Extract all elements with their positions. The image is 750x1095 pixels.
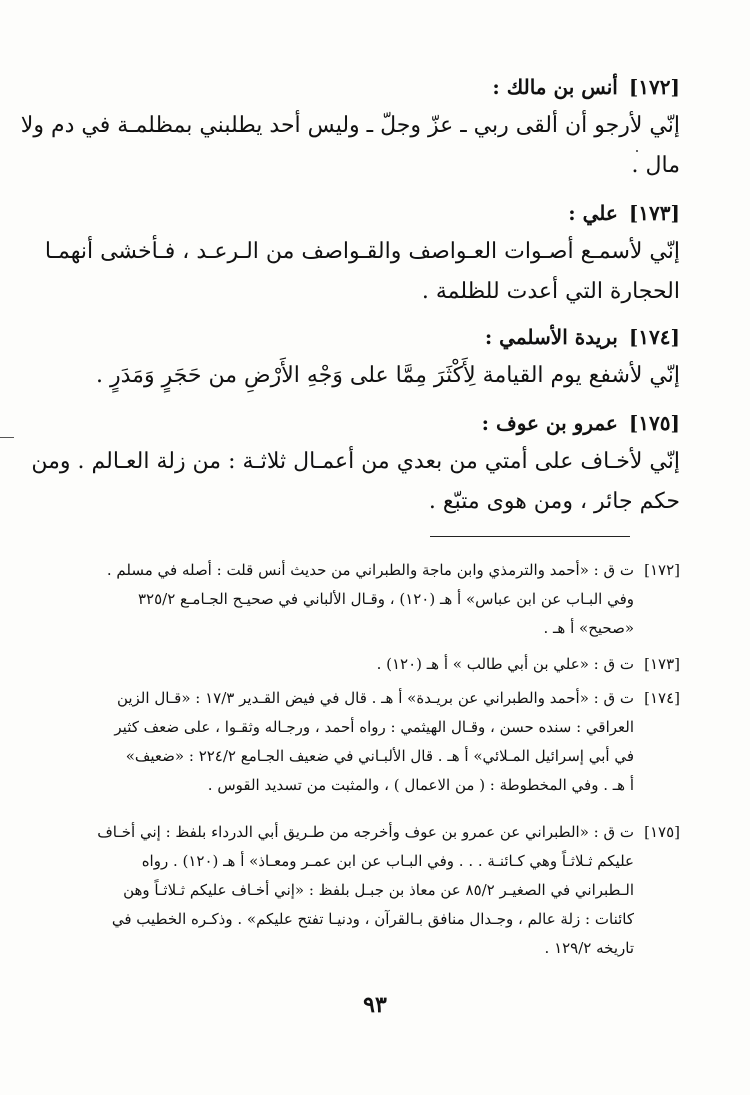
footnote-number: [١٧٢]: [644, 561, 680, 579]
entry-173: [44, 198, 680, 312]
entry-175: [31, 408, 680, 522]
footnote-173: [68, 650, 680, 679]
footnote-line: ت ق : «الطبراني عن عمرو بن عوف وأخرجه من طـريق أبي الدرداء بلفظ : إني أخـاف: [97, 823, 634, 841]
footnote-174: [68, 684, 680, 800]
entry-line: إنّي لأخـاف على أمتي من بعدي من أعمـال ثلاثـة : من زلة العـالم . ومن: [31, 449, 680, 474]
footnote-number: [١٧٤]: [644, 689, 680, 707]
footnote-line: في أبي إسرائيل المـلائي» أ هـ . قال الألبـاني في ضعيف الجـامع ٢٢٤/٢ : «ضعيف»: [125, 747, 634, 765]
footnote-text: [68, 818, 634, 963]
entry-172: [20, 72, 680, 186]
entry-text: [31, 442, 680, 522]
footnote-line: «صحيح» أ هـ .: [543, 619, 634, 637]
entry-heading: [105, 198, 680, 228]
footnote-line: تاريخه ١٢٩/٢ .: [544, 939, 634, 957]
footnote-line: ت ق : «علي بن أبي طالب » أ هـ (١٢٠) .: [376, 655, 634, 673]
entry-174: [96, 322, 680, 396]
entry-number: [١٧٤]: [628, 325, 680, 349]
footnote-172: [68, 556, 680, 643]
entry-narrator: أنس بن مالك :: [492, 75, 618, 99]
entry-line: مال .: [631, 153, 680, 178]
footnote-line: ت ق : «أحمد والطبراني عن بريـدة» أ هـ . قال في فيض القـدير ١٧/٣ : «قـال الزين: [116, 689, 634, 707]
footnote-text: [68, 556, 634, 643]
entry-number: [١٧٥]: [628, 411, 680, 435]
entry-number: [١٧٣]: [628, 201, 680, 225]
entry-line: حكم جائر ، ومن هوى متبّع .: [428, 489, 680, 514]
entry-line: الحجارة التي أعدت للظلمة .: [421, 279, 680, 304]
footnote-line: عليكم ثـلاثـاً وهي كـائنـة . . . وفي البـاب عن ابن عمـر ومعـاذ» أ هـ (١٢٠) . رواه: [141, 852, 634, 870]
margin-tick: [0, 437, 14, 438]
entry-text: [96, 356, 680, 396]
footnote-text: [68, 684, 634, 800]
footnote-line: أ هـ . وفي المخطوطة : ( من الاعمال ) ، والمثبت من تسديد القوس .: [207, 776, 634, 794]
entry-narrator: بريدة الأسلمي :: [484, 325, 618, 349]
entry-narrator: عمرو بن عوف :: [481, 411, 618, 435]
entry-line: إنّي لأسمـع أصـوات العـواصف والقـواصف من الـرعـد ، فـأخشى أنهمـا: [44, 239, 680, 264]
footnote-number: [١٧٣]: [644, 655, 680, 673]
entry-line: إنّي لأشفع يوم القيامة لِأَكْثَرَ مِمَّا على وَجْهِ الأَرْضِ من حَجَرٍ وَمَدَرٍ .: [96, 363, 680, 388]
entry-heading: [105, 408, 680, 438]
page-number: ٩٣: [363, 992, 387, 1018]
footnote-number: [١٧٥]: [644, 823, 680, 841]
footnote-line: العراقي : سنده حسن ، وقـال الهيثمي : رواه أحمد ، ورجـاله وثقـوا ، على ضعف كثير: [114, 718, 634, 736]
entry-heading: [105, 322, 680, 352]
footnote-separator: [430, 536, 630, 537]
footnote-line: ت ق : «أحمد والترمذي وابن ماجة والطبراني من حديث أنس قلت : أصله في مسلم .: [106, 561, 634, 579]
entry-heading: [105, 72, 680, 102]
footnote-175: [68, 818, 680, 963]
footnote-line: الـطبراني في الصغيـر ٨٥/٢ عن معاذ بن جبـل بلفظ : «إني أخـاف عليكم ثـلاثـاً وهن: [123, 881, 634, 899]
footnote-text: [68, 650, 634, 679]
entry-line: إنّي لأرجو أن ألقى ربي ـ عزّ وجلّ ـ وليس أحد يطلبني بمظلمـة في دم ولا: [20, 113, 680, 138]
entry-narrator: علي :: [568, 201, 618, 225]
footnote-line: وفي البـاب عن ابن عباس» أ هـ (١٢٠) ، وقـال الألباني في صحيـح الجـامـع ٣٢٥/٢: [137, 590, 634, 608]
entry-number: [١٧٢]: [628, 75, 680, 99]
entry-text: [20, 106, 680, 186]
footnote-line: كائنات : زلة عالم ، وجـدال منافق بـالقرآن ، ودنيـا تفتح عليكم» . وذكـره الخطيب في: [111, 910, 634, 928]
entry-text: [44, 232, 680, 312]
